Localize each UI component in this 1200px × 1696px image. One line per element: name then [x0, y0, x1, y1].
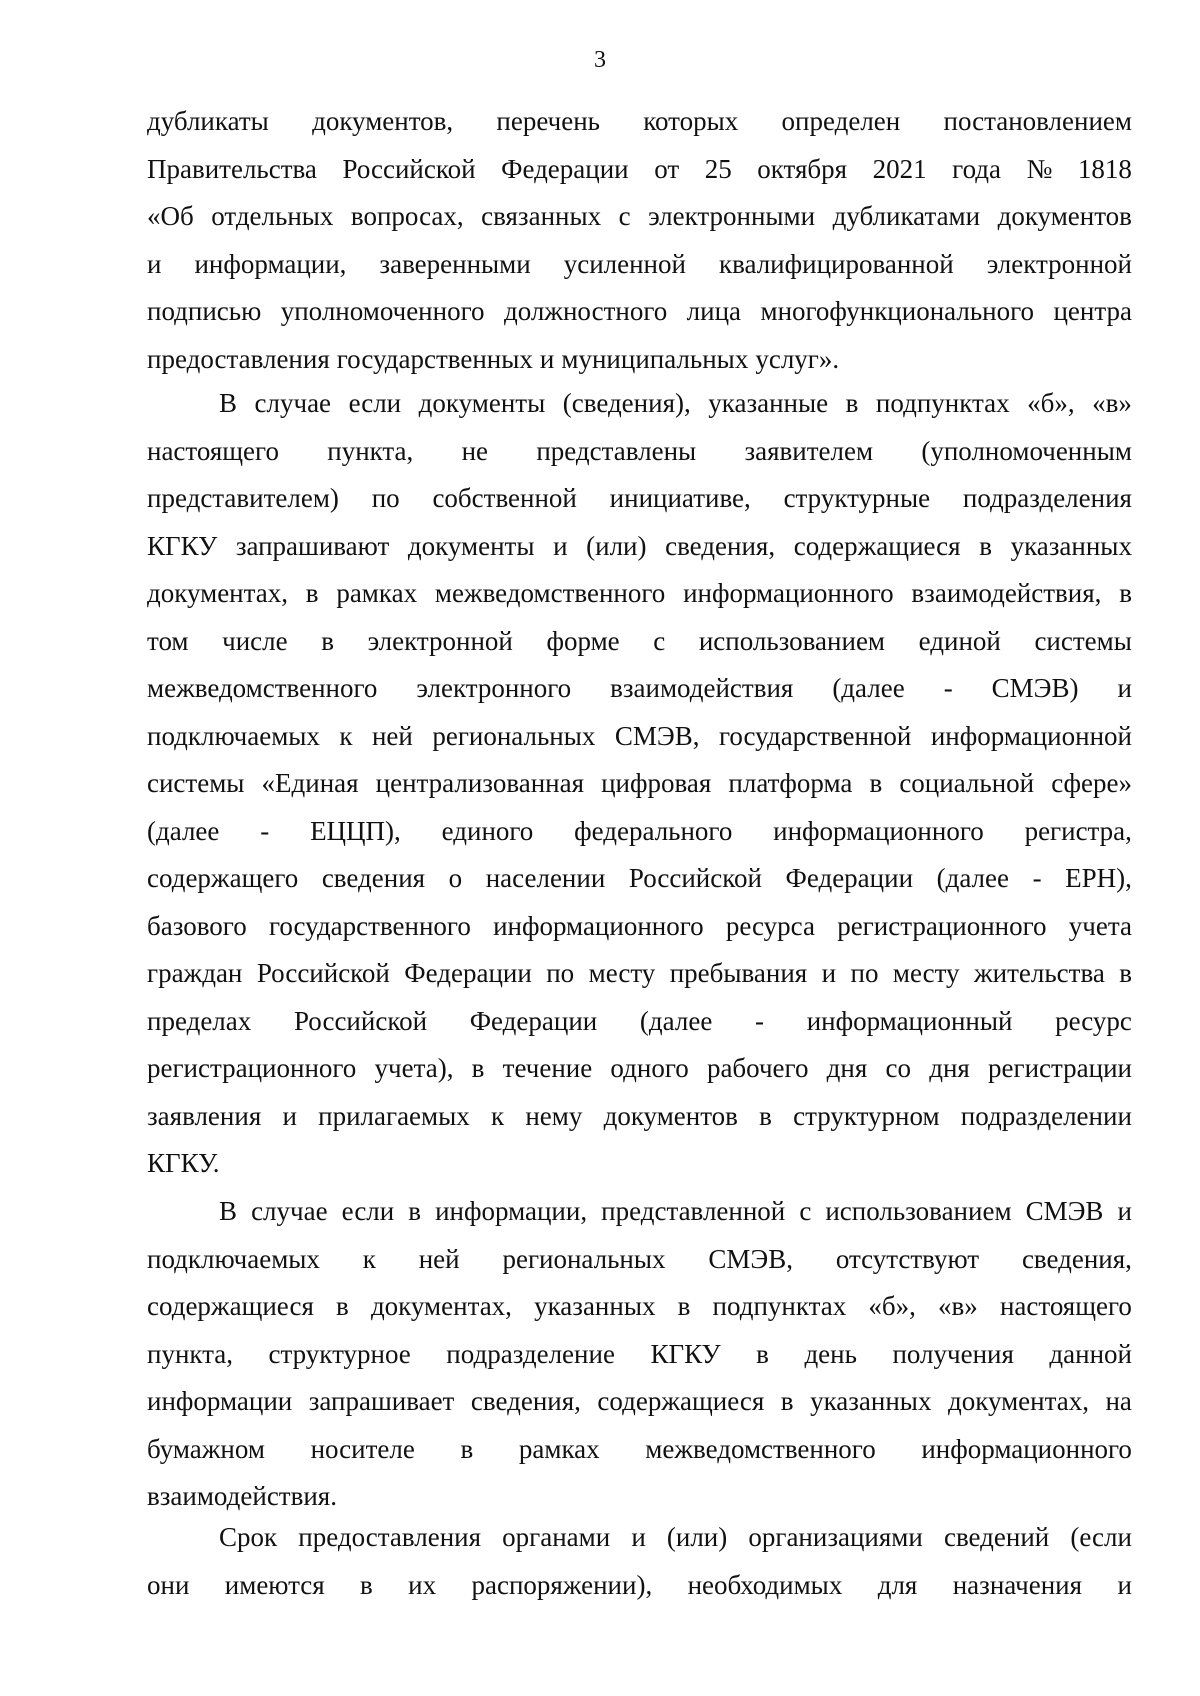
- word: (если: [1070, 1522, 1132, 1552]
- word: документы: [418, 388, 546, 418]
- word: Российской: [293, 1005, 428, 1036]
- word: информационного: [921, 1433, 1132, 1464]
- word: необходимых: [687, 1569, 843, 1600]
- word: (уполномоченным: [921, 435, 1132, 466]
- word: по: [546, 958, 575, 988]
- word: использованием: [825, 1196, 1012, 1226]
- word: межведомственного: [645, 1433, 876, 1464]
- word: подпунктах: [875, 388, 1010, 418]
- word: регистра,: [1024, 815, 1132, 846]
- word: информации,: [435, 1196, 588, 1226]
- word: одного: [610, 1053, 689, 1083]
- word: централизованная: [375, 768, 584, 798]
- word: и: [1117, 1569, 1132, 1600]
- word: 2021: [872, 153, 927, 184]
- word: №: [1026, 153, 1053, 184]
- word: 1818: [1077, 153, 1132, 184]
- word: СМЭВ: [1025, 1196, 1104, 1226]
- word: предоставления: [298, 1522, 482, 1552]
- word: назначения: [952, 1569, 1083, 1600]
- word: их: [408, 1569, 437, 1600]
- word: (сведения),: [562, 388, 691, 418]
- word: и: [821, 958, 837, 988]
- word: взаимодействия.: [147, 1481, 337, 1511]
- word: структурные: [783, 483, 931, 513]
- word: дня: [929, 1053, 970, 1083]
- word: в: [756, 1338, 769, 1369]
- word: случае: [254, 388, 332, 418]
- word: межведомственного: [147, 673, 378, 703]
- text-line: [147, 1514, 1132, 1562]
- word: настоящего: [999, 1291, 1132, 1321]
- word: подпунктах: [712, 1291, 847, 1321]
- word: сведений: [943, 1522, 1050, 1552]
- word: от: [654, 153, 680, 184]
- word: регистрационного: [837, 910, 1047, 941]
- word: Федерации: [469, 1005, 598, 1036]
- word: отдельных: [211, 201, 334, 231]
- word: определен: [781, 106, 901, 136]
- paragraph-2: [147, 380, 1132, 1188]
- text-line: [147, 98, 1132, 146]
- word: документов: [603, 1100, 738, 1131]
- word: документы: [407, 530, 535, 561]
- word: отсутствуют: [835, 1243, 980, 1274]
- word: должностного: [503, 296, 668, 326]
- word: в: [460, 1433, 474, 1464]
- word: населении: [485, 863, 606, 893]
- word: учета: [1068, 910, 1132, 941]
- word: заверенными: [379, 248, 531, 279]
- word: с: [618, 201, 631, 231]
- text-line: [147, 1188, 1132, 1236]
- word: к: [490, 1100, 505, 1131]
- word: подразделение: [446, 1338, 615, 1369]
- word: ресурса: [725, 910, 815, 941]
- word: лица: [686, 296, 742, 326]
- word: ней: [418, 1243, 460, 1274]
- word: «в»: [1092, 388, 1132, 418]
- word: года: [952, 153, 1002, 184]
- text-line: [147, 380, 1132, 428]
- word: прилагаемых: [318, 1100, 470, 1131]
- word: Срок: [219, 1522, 278, 1552]
- text-line: [147, 241, 1132, 289]
- text-line: [147, 1378, 1132, 1426]
- word: информационный: [806, 1005, 1013, 1036]
- word: заявления: [147, 1100, 262, 1131]
- word: (далее: [936, 863, 1009, 893]
- word: подразделении: [960, 1100, 1132, 1131]
- word: электронного: [416, 673, 572, 703]
- word: к: [362, 1243, 376, 1274]
- paragraph-4: [147, 1514, 1132, 1609]
- word: дубликаты: [147, 106, 269, 136]
- word: подключаемых: [147, 1243, 320, 1274]
- word: «б»,: [868, 1291, 916, 1321]
- text-line: [147, 903, 1132, 951]
- text-line: [147, 1140, 1132, 1188]
- word: граждан: [147, 958, 243, 988]
- word: социальной: [899, 768, 1035, 798]
- word: «Об: [147, 201, 194, 231]
- word: информационной: [930, 720, 1132, 751]
- word: течение: [502, 1053, 593, 1083]
- word: и: [1117, 1196, 1132, 1226]
- word: заявителем: [744, 435, 874, 466]
- word: информации,: [194, 248, 347, 279]
- word: взаимодействия: [610, 673, 794, 703]
- word: по: [371, 483, 400, 513]
- word: указанных: [534, 1291, 656, 1321]
- text-line: [147, 193, 1132, 241]
- word: усиленной: [563, 248, 686, 279]
- word: сфере»: [1051, 768, 1132, 798]
- word: перечень: [496, 106, 600, 136]
- word: месту: [892, 958, 960, 988]
- word: в: [360, 1569, 373, 1600]
- word: подразделения: [962, 483, 1132, 513]
- text-line: [147, 1562, 1132, 1610]
- word: в: [1119, 578, 1132, 608]
- text-line: [147, 475, 1132, 523]
- word: и: [539, 343, 555, 374]
- word: Российской: [628, 863, 762, 893]
- word: если: [341, 1196, 395, 1226]
- word: уполномоченного: [280, 296, 485, 326]
- word: на: [1105, 1386, 1132, 1416]
- word: в: [305, 578, 319, 608]
- word: (далее: [832, 673, 905, 703]
- word: с: [799, 1196, 812, 1226]
- word: в: [336, 1291, 349, 1321]
- word: единой: [918, 625, 1001, 656]
- word: и: [282, 1100, 297, 1131]
- word: случае: [251, 1196, 328, 1226]
- word: и: [147, 248, 162, 279]
- word: цифровая: [601, 768, 712, 798]
- word: они: [147, 1569, 190, 1600]
- text-line: [147, 1426, 1132, 1474]
- word: в: [845, 388, 859, 418]
- word: содержащиеся: [597, 1386, 765, 1416]
- word: месту: [588, 958, 656, 988]
- word: к: [339, 720, 353, 751]
- word: которых: [643, 106, 739, 136]
- word: содержащиеся: [147, 1291, 314, 1321]
- word: собственной: [432, 483, 577, 513]
- text-line: [147, 146, 1132, 194]
- word: Федерации: [404, 958, 532, 988]
- word: сведения,: [470, 1386, 581, 1416]
- word: о: [448, 863, 463, 893]
- text-line: [147, 428, 1132, 476]
- word: день: [804, 1338, 857, 1369]
- word: услуг».: [755, 343, 840, 374]
- word: (или): [586, 530, 647, 561]
- word: Федерации: [501, 153, 629, 184]
- word: в: [408, 1196, 422, 1226]
- word: рамках: [518, 1433, 600, 1464]
- text-line: [147, 1236, 1132, 1284]
- word: государственного: [268, 910, 471, 941]
- word: «Единая: [261, 768, 359, 798]
- text-line: [147, 1045, 1132, 1093]
- word: указанные: [708, 388, 829, 418]
- word: квалифицированной: [718, 248, 954, 279]
- word: подписью: [147, 296, 262, 326]
- word: в: [471, 1053, 485, 1083]
- text-line: [147, 855, 1132, 903]
- text-line: [147, 1093, 1132, 1141]
- word: распоряжении),: [471, 1569, 653, 1600]
- word: документах,: [947, 1386, 1089, 1416]
- word: (далее: [147, 815, 220, 846]
- word: базового: [147, 910, 247, 941]
- word: нему: [525, 1100, 583, 1131]
- word: структурное: [268, 1338, 411, 1369]
- word: муниципальных: [561, 343, 749, 374]
- word: в: [759, 1100, 772, 1131]
- word: В: [219, 388, 238, 418]
- text-line: [147, 523, 1132, 571]
- word: и: [631, 1522, 646, 1552]
- word: Федерации: [785, 863, 914, 893]
- word: электронной: [986, 248, 1132, 279]
- word: жительства: [973, 958, 1105, 988]
- word: для: [877, 1569, 918, 1600]
- word: многофункционального: [760, 296, 1035, 326]
- word: документах,: [370, 1291, 512, 1321]
- word: взаимодействия,: [911, 578, 1102, 608]
- word: -: [755, 1005, 764, 1036]
- word: бумажном: [147, 1433, 265, 1464]
- word: документах,: [147, 578, 288, 608]
- word: ресурс: [1055, 1005, 1132, 1036]
- word: информации: [147, 1386, 293, 1416]
- word: предоставления: [147, 343, 330, 374]
- word: в: [780, 1386, 794, 1416]
- text-line: [147, 808, 1132, 856]
- text-line: [147, 618, 1132, 666]
- word: связанных: [481, 201, 602, 231]
- word: настоящего: [147, 435, 279, 466]
- word: дня: [826, 1053, 868, 1083]
- word: Российской: [342, 153, 476, 184]
- word: дубликатами: [832, 201, 981, 231]
- text-line: [147, 570, 1132, 618]
- word: 25: [704, 153, 732, 184]
- word: октября: [757, 153, 848, 184]
- word: указанных: [810, 1386, 932, 1416]
- word: межведомственного: [434, 578, 666, 608]
- word: информационного: [683, 578, 894, 608]
- word: постановлением: [943, 106, 1132, 136]
- word: (далее: [639, 1005, 713, 1036]
- word: не: [461, 435, 489, 466]
- word: в: [677, 1291, 691, 1321]
- word: органами: [502, 1522, 611, 1552]
- word: сведения: [321, 863, 426, 893]
- word: вопросах,: [350, 201, 464, 231]
- word: ЕРН),: [1065, 863, 1132, 893]
- word: пункта,: [327, 435, 414, 466]
- word: числе: [222, 625, 288, 656]
- word: пункта,: [147, 1338, 234, 1369]
- text-line: [147, 1283, 1132, 1331]
- word: В: [219, 1196, 238, 1226]
- word: структурном: [793, 1100, 940, 1131]
- word: содержащего: [147, 863, 299, 893]
- word: представителем): [147, 483, 339, 513]
- word: носителе: [310, 1433, 415, 1464]
- word: по: [850, 958, 879, 988]
- word: СМЭВ,: [614, 720, 700, 751]
- word: системы: [147, 768, 245, 798]
- word: том: [147, 625, 189, 656]
- word: регистрации: [988, 1053, 1132, 1083]
- word: Российской: [256, 958, 390, 988]
- word: со: [885, 1053, 911, 1083]
- word: содержащиеся: [793, 530, 961, 561]
- word: СМЭВ,: [708, 1243, 793, 1274]
- word: в: [869, 768, 883, 798]
- word: федерального: [574, 815, 733, 846]
- word: -: [1032, 863, 1042, 893]
- word: -: [260, 815, 270, 846]
- word: Правительства: [147, 153, 317, 184]
- text-line: [147, 760, 1132, 808]
- word: рабочего: [706, 1053, 809, 1083]
- word: государственных: [336, 343, 533, 374]
- word: получения: [892, 1338, 1014, 1369]
- text-line: [147, 665, 1132, 713]
- word: в: [321, 625, 334, 656]
- word: пределах: [147, 1005, 252, 1036]
- word: «в»: [938, 1291, 978, 1321]
- word: ЕЦЦП),: [310, 815, 401, 846]
- word: платформа: [728, 768, 853, 798]
- word: электронной: [367, 625, 513, 656]
- text-line: [147, 950, 1132, 998]
- text-line: [147, 998, 1132, 1046]
- word: пребывания: [669, 958, 808, 988]
- word: запрашивает: [308, 1386, 455, 1416]
- word: государственной: [718, 720, 912, 751]
- word: в: [1119, 958, 1132, 988]
- word: и: [1117, 673, 1132, 703]
- word: подключаемых: [147, 720, 320, 751]
- word: в: [979, 530, 992, 561]
- word: ней: [371, 720, 413, 751]
- paragraph-3: [147, 1188, 1132, 1521]
- word: использованием: [698, 625, 886, 656]
- word: если: [348, 388, 402, 418]
- word: электронными: [648, 201, 816, 231]
- word: с: [653, 625, 666, 656]
- word: (или): [666, 1522, 728, 1552]
- word: «б»,: [1027, 388, 1075, 418]
- word: и: [553, 530, 568, 561]
- word: КГКУ: [147, 530, 218, 561]
- word: сведения,: [665, 530, 776, 561]
- text-line: [147, 713, 1132, 761]
- word: региональных: [502, 1243, 666, 1274]
- word: инициативе,: [609, 483, 751, 513]
- word: представлены: [536, 435, 697, 466]
- word: КГКУ.: [147, 1148, 220, 1178]
- word: рамках: [336, 578, 418, 608]
- word: информационного: [773, 815, 984, 846]
- word: учета),: [374, 1053, 454, 1083]
- text-line: [147, 336, 1132, 384]
- word: регистрационного: [147, 1053, 357, 1083]
- text-line: [147, 1331, 1132, 1379]
- word: представленной: [601, 1196, 786, 1226]
- word: форме: [546, 625, 620, 656]
- page-number: 3: [594, 47, 606, 73]
- text-line: [147, 288, 1132, 336]
- word: документов,: [312, 106, 454, 136]
- word: информационного: [493, 910, 704, 941]
- paragraph-1: [147, 98, 1132, 383]
- word: СМЭВ): [991, 673, 1079, 703]
- word: КГКУ: [650, 1338, 721, 1369]
- word: указанных: [1010, 530, 1132, 561]
- word: системы: [1034, 625, 1132, 656]
- word: имеются: [224, 1569, 325, 1600]
- word: центра: [1053, 296, 1132, 326]
- word: данной: [1049, 1338, 1132, 1369]
- word: единого: [441, 815, 534, 846]
- word: запрашивают: [235, 530, 390, 561]
- word: -: [943, 673, 953, 703]
- word: сведения,: [1021, 1243, 1132, 1274]
- word: организациями: [748, 1522, 923, 1552]
- word: региональных: [432, 720, 596, 751]
- word: документов: [997, 201, 1132, 231]
